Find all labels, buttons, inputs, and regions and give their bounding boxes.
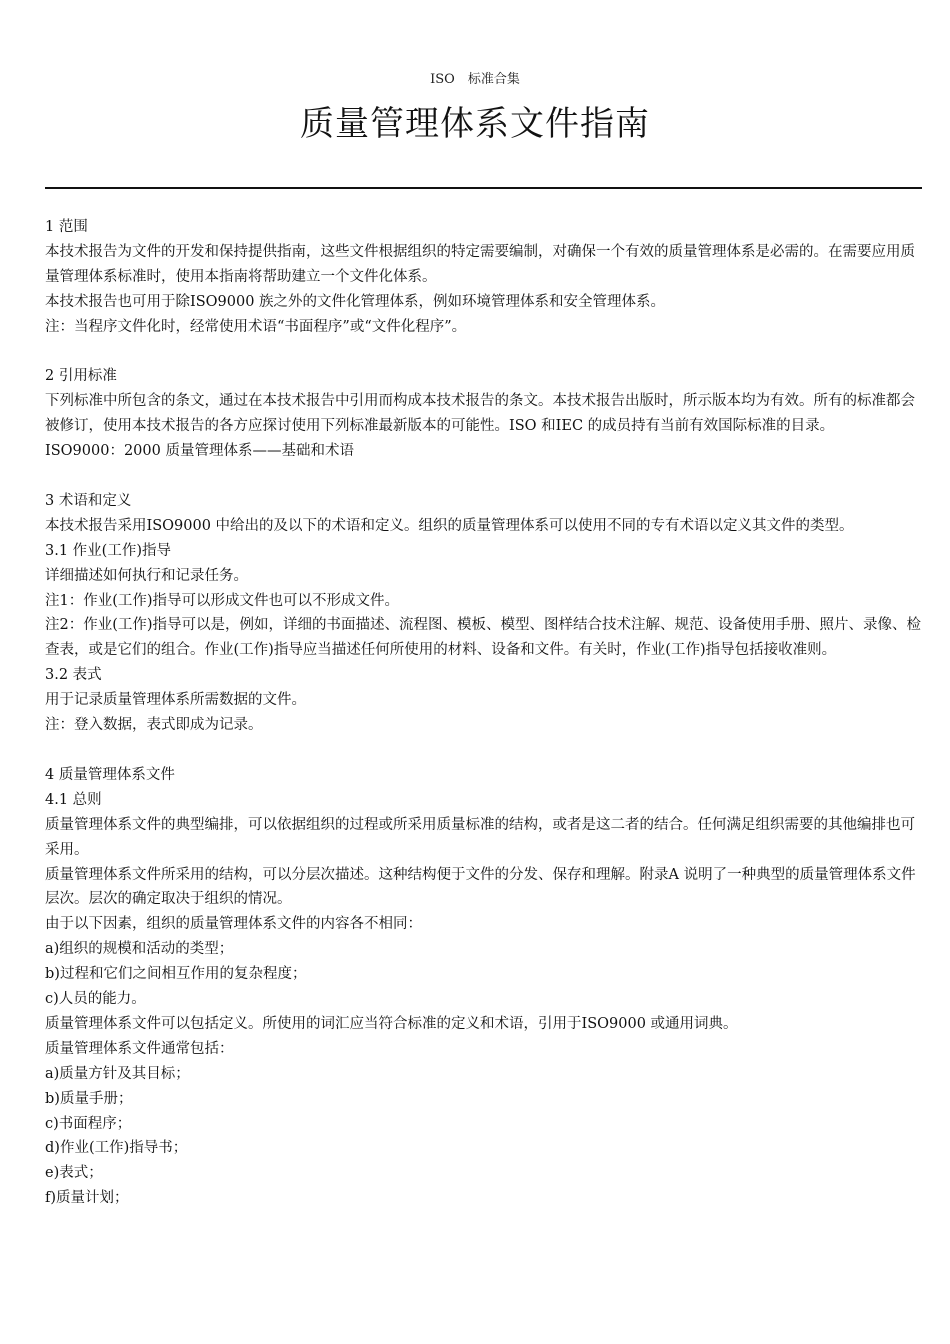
- factor-item: a)组织的规模和活动的类型；: [45, 941, 234, 958]
- section-4-1-heading: 4.1 总则: [45, 791, 102, 808]
- section-3-heading: 3 术语和定义: [45, 492, 132, 509]
- factor-item: b)过程和它们之间相互作用的复杂程度；: [45, 966, 307, 983]
- section-1-paragraph-2: 本技术报告也可用于除ISO9000 族之外的文件化管理体系，例如环境管理体系和安全管理体系。: [45, 293, 666, 310]
- document-body: [45, 215, 925, 1211]
- section-3-1-note-1: 注1：作业(工作)指导可以形成文件也可以不形成文件。: [45, 592, 400, 609]
- section-3-2-heading: 3.2 表式: [45, 667, 102, 684]
- title-divider: [45, 187, 922, 189]
- contents-item: a)质量方针及其目标；: [45, 1065, 190, 1082]
- section-4-paragraph-2: 质量管理体系文件所采用的结构，可以分层次描述。这种结构便于文件的分发、保存和理解。附录A 说明了一种典型的质量管理体系文件层次。层次的确定取决于组织的情况。: [45, 866, 916, 908]
- section-4-heading: 4 质量管理体系文件: [45, 766, 175, 783]
- contents-item: c)书面程序；: [45, 1115, 132, 1132]
- section-4-paragraph-3: 由于以下因素，组织的质量管理体系文件的内容各不相同：: [45, 916, 422, 933]
- collection-header: ISO 标准合集: [430, 72, 520, 87]
- section-3-paragraph-1: 本技术报告采用ISO9000 中给出的及以下的术语和定义。组织的质量管理体系可以使用不同的专有术语以定义其文件的类型。: [45, 517, 854, 534]
- section-4-paragraph-1: 质量管理体系文件的典型编排，可以依据组织的过程或所采用质量标准的结构，或者是这二者的结合。任何满足组织需要的其他编排也可采用。: [45, 816, 915, 858]
- document-title: 质量管理体系文件指南: [300, 104, 650, 144]
- spacer: [45, 340, 925, 365]
- section-3-1-heading: 3.1 作业(工作)指导: [45, 542, 171, 559]
- section-2-paragraph-1: 下列标准中所包含的条文，通过在本技术报告中引用而构成本技术报告的条文。本技术报告出版时，所示版本均为有效。所有的标准都会被修订，使用本技术报告的各方应探讨使用下列标准最新版本的可能性。ISO 和IEC 的成员持有当前有效国际标准的目录。: [45, 393, 915, 435]
- section-4-paragraph-5: 质量管理体系文件通常包括：: [45, 1040, 234, 1057]
- section-2-paragraph-2: ISO9000：2000 质量管理体系——基础和术语: [45, 443, 354, 460]
- contents-item: b)质量手册；: [45, 1090, 133, 1107]
- section-3-2-note: 注：登入数据，表式即成为记录。: [45, 717, 263, 734]
- section-3-1-note-2: 注2：作业(工作)指导可以是，例如，详细的书面描述、流程图、模板、模型、图样结合技术注解、规范、设备使用手册、照片、录像、检查表，或是它们的组合。作业(工作)指导应当描述任何所使用的材料、设备和文件。有关时，作业(工作)指导包括接收准则。: [45, 617, 922, 659]
- section-3-2-paragraph: 用于记录质量管理体系所需数据的文件。: [45, 692, 306, 709]
- factor-item: c)人员的能力。: [45, 991, 146, 1008]
- section-3-1-paragraph: 详细描述如何执行和记录任务。: [45, 567, 248, 584]
- spacer: [45, 464, 925, 489]
- section-4-paragraph-4: 质量管理体系文件可以包括定义。所使用的词汇应当符合标准的定义和术语，引用于ISO9000 或通用词典。: [45, 1015, 738, 1032]
- contents-item: d)作业(工作)指导书；: [45, 1140, 188, 1157]
- section-1-heading: 1 范围: [45, 219, 88, 235]
- spacer: [45, 738, 925, 763]
- section-2-heading: 2 引用标准: [45, 368, 117, 385]
- contents-item: e)表式；: [45, 1165, 103, 1182]
- section-1-note: 注：当程序文件化时，经常使用术语“书面程序”或“文件化程序”。: [45, 318, 467, 335]
- section-1-paragraph-1: 本技术报告为文件的开发和保持提供指南，这些文件根据组织的特定需要编制，对确保一个有效的质量管理体系是必需的。在需要应用质量管理体系标准时，使用本指南将帮助建立一个文件化体系。: [45, 243, 915, 285]
- contents-item: f)质量计划；: [45, 1190, 129, 1207]
